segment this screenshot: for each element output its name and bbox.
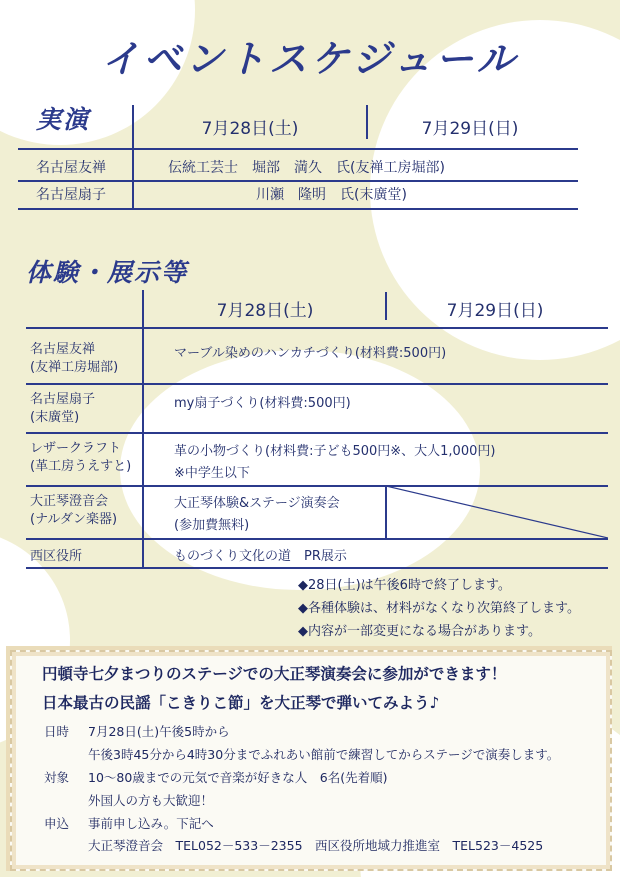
demo-row-label: 名古屋扇子	[36, 187, 106, 203]
experience-header-line	[26, 327, 608, 329]
page-title: イベントスケジュール	[101, 37, 519, 81]
info-headline-1: 円頓寺七夕まつりのステージでの大正琴演奏会に参加ができます！	[42, 665, 507, 683]
target-text: 10～80歳までの元気で音楽が好きな人 6名(先着順)	[88, 770, 388, 785]
experience-row-content: マーブル染めのハンカチづくり(材料費:500円)	[174, 346, 447, 361]
row-label-line: (友禅工房堀部)	[30, 360, 119, 375]
row-content-line: ※中学生以下	[174, 466, 250, 481]
demo-row-content: 川瀬 隆明 氏(末廣堂)	[256, 187, 407, 203]
apply-contact: 大正琴澄音会 TEL052－533－2355 西区役所地域力推進室 TEL523－4525	[88, 838, 544, 853]
when-label: 日時	[44, 724, 70, 739]
not-applicable-diagonal	[386, 486, 608, 538]
demo-header-line	[18, 148, 578, 150]
experience-row-content: ものづくり文化の道 PR展示	[174, 549, 347, 564]
row-label-line: 名古屋友禅	[30, 342, 96, 357]
target-text: 外国人の方も大歓迎！	[88, 793, 214, 808]
experience-row-label	[30, 341, 118, 377]
experience-label-divider	[142, 290, 144, 568]
experience-date-divider	[385, 292, 387, 320]
when-text: 7月28日(土)午後5時から	[88, 724, 230, 739]
demo-row-label: 名古屋友禅	[36, 160, 106, 176]
demo-row-line	[18, 208, 578, 210]
experience-row-label	[30, 391, 95, 427]
experience-row-content	[174, 493, 340, 537]
demo-date-divider	[366, 105, 368, 139]
row-label-line: (革工房うえすと)	[30, 459, 132, 474]
info-headline-2: 日本最古の民謡「こきりこ節」を大正琴で弾いてみよう♪	[42, 694, 440, 712]
experience-row-label	[30, 493, 117, 529]
apply-label: 申込	[44, 816, 70, 831]
note-item: ◆28日(土)は午後6時で終了します。	[298, 578, 511, 593]
row-label-line: (末廣堂)	[30, 410, 80, 425]
row-content-line: (参加費無料)	[174, 518, 250, 533]
row-content-line: 革の小物づくり(材料費:子ども500円※、大人1,000円)	[174, 444, 496, 459]
target-label: 対象	[44, 770, 70, 785]
note-item: ◆内容が一部変更になる場合があります。	[298, 624, 541, 639]
experience-row-line	[26, 432, 608, 434]
row-label-line: (ナルダン楽器)	[30, 512, 118, 527]
experience-row-line	[26, 567, 608, 569]
note-item: ◆各種体験は、材料がなくなり次第終了します。	[298, 601, 580, 616]
demo-label-divider	[132, 105, 134, 209]
apply-text: 事前申し込み。下記へ	[88, 816, 214, 831]
experience-row-label	[30, 440, 131, 476]
notes-list	[298, 574, 580, 643]
demo-date-2: 7月29日(日)	[421, 119, 519, 139]
row-label-line: レザークラフト	[30, 441, 122, 456]
experience-date-1: 7月28日(土)	[216, 301, 314, 321]
demo-date-1: 7月28日(土)	[201, 119, 299, 139]
experience-row-content: my扇子づくり(材料費:500円)	[174, 396, 351, 411]
experience-row-line	[26, 538, 608, 540]
row-content-line: 大正琴体験&ステージ演奏会	[174, 496, 340, 511]
experience-row-line	[26, 383, 608, 385]
row-label-line: 名古屋扇子	[30, 392, 96, 407]
demo-row-content: 伝統工芸士 堀部 満久 氏(友禅工房堀部)	[168, 160, 445, 176]
experience-row-label: 西区役所	[30, 549, 83, 564]
when-text: 午後3時45分から4時30分までふれあい館前で練習してからステージで演奏します。	[88, 747, 560, 762]
row-label-line: 大正琴澄音会	[30, 494, 109, 509]
experience-date-2: 7月29日(日)	[446, 301, 544, 321]
demo-row-line	[18, 180, 578, 182]
experience-row-content	[174, 441, 495, 485]
demo-heading: 実演	[36, 105, 91, 134]
experience-heading: 体験・展示等	[26, 258, 189, 287]
